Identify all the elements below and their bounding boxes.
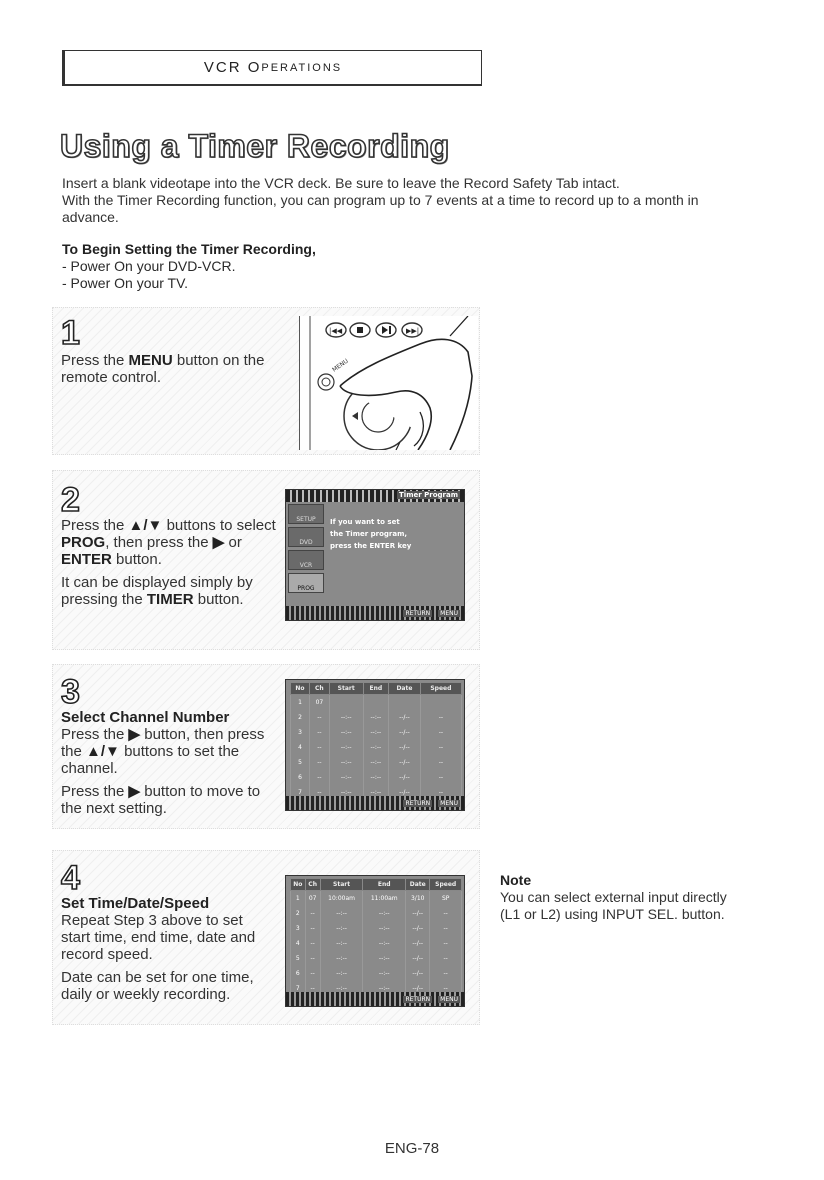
channel-table-screen [285, 679, 465, 811]
menu-item-vcr[interactable]: VCR [288, 550, 324, 570]
table-cell: --:-- [363, 770, 389, 785]
table-cell: -- [430, 921, 462, 936]
table-cell: --:-- [363, 755, 389, 770]
timer-table [290, 878, 462, 996]
table-cell: --:-- [363, 936, 406, 951]
step-2-panel [52, 470, 480, 650]
table-cell: --/-- [406, 936, 430, 951]
step-4-paragraph-1: Repeat Step 3 above to set start time, end time, date and record speed. [61, 912, 256, 963]
return-hint: RETURN [405, 799, 431, 807]
step-number: 1 [61, 314, 80, 352]
svg-text:MENU: MENU [331, 357, 350, 374]
table-row [291, 740, 462, 755]
table-row [291, 755, 462, 770]
right-arrow-icon: ▶ [128, 783, 141, 800]
screen-title: Timer Program [399, 491, 458, 499]
table-cell: 07 [305, 891, 320, 907]
table-cell: --/-- [406, 981, 430, 996]
table-cell: -- [430, 981, 462, 996]
table-cell: -- [309, 740, 329, 755]
note-heading: Note [500, 872, 532, 888]
table-cell: --/-- [389, 785, 421, 800]
timer-label: TIMER [146, 591, 194, 608]
table-cell: --/-- [406, 906, 430, 921]
table-cell: -- [430, 951, 462, 966]
text-fragment: button on the remote control. [61, 352, 265, 386]
table-header-cell: No [291, 879, 306, 891]
section-header-rest: PERATIONS [261, 61, 343, 74]
step-1-text [61, 352, 276, 386]
table-cell: -- [309, 770, 329, 785]
text-fragment: Press the [61, 517, 129, 534]
step-number: 2 [61, 481, 80, 519]
table-cell: -- [420, 710, 461, 725]
table-cell: --:-- [320, 921, 363, 936]
table-cell: --/-- [389, 770, 421, 785]
text-fragment: button. [111, 551, 162, 568]
table-cell: --:-- [320, 936, 363, 951]
table-cell [329, 695, 363, 711]
menu-key-label: MENU [128, 352, 173, 369]
screen-footer [286, 796, 464, 810]
menu-hint: MENU [440, 609, 458, 617]
table-cell: SP [430, 891, 462, 907]
table-cell: 1 [291, 891, 306, 907]
return-hint: RETURN [405, 995, 431, 1003]
table-cell: -- [305, 921, 320, 936]
table-header-cell: No [291, 683, 310, 695]
step-number: 4 [61, 859, 80, 897]
page-number: ENG-78 [384, 1140, 440, 1157]
table-cell: -- [305, 906, 320, 921]
step-3-panel [52, 664, 480, 829]
text-fragment: Press the [61, 726, 129, 743]
step-4-heading: Set Time/Date/Speed [61, 895, 210, 912]
step-2-paragraph-1 [61, 517, 276, 568]
table-row [291, 966, 462, 981]
return-hint: RETURN [405, 609, 431, 617]
step-number: 3 [61, 673, 80, 711]
table-header-cell: Start [329, 683, 363, 695]
table-cell: 4 [291, 740, 310, 755]
enter-label: ENTER [61, 551, 112, 568]
table-cell: --:-- [363, 740, 389, 755]
begin-list [62, 258, 235, 292]
remote-hand-illustration [299, 316, 478, 450]
intro-text [62, 175, 752, 226]
table-header-cell: Ch [309, 683, 329, 695]
table-cell: --:-- [329, 785, 363, 800]
table-cell: --:-- [363, 966, 406, 981]
table-cell: 5 [291, 951, 306, 966]
table-header-cell: Start [320, 879, 363, 891]
table-cell: --:-- [363, 951, 406, 966]
table-cell: --/-- [406, 951, 430, 966]
section-header [62, 50, 482, 86]
table-cell: -- [420, 755, 461, 770]
table-cell: --/-- [389, 755, 421, 770]
svg-text:▶▶|: ▶▶| [406, 327, 420, 335]
table-header-cell: Speed [420, 683, 461, 695]
table-cell: 2 [291, 710, 310, 725]
table-cell: -- [430, 906, 462, 921]
time-date-speed-screen [285, 875, 465, 1007]
text-fragment: button. [193, 591, 244, 608]
table-cell: 1 [291, 695, 310, 711]
table-row [291, 770, 462, 785]
table-cell: -- [309, 710, 329, 725]
message-line: press the ENTER key [330, 542, 412, 550]
table-row [291, 725, 462, 740]
table-cell: -- [420, 785, 461, 800]
table-cell: -- [305, 966, 320, 981]
text-fragment: It can be displayed simply by pressing the [61, 574, 253, 608]
table-cell: -- [305, 951, 320, 966]
step-3-paragraph-2 [61, 783, 276, 817]
table-cell: --:-- [320, 981, 363, 996]
begin-item: - Power On your TV. [62, 275, 189, 291]
step-1-panel [52, 307, 480, 455]
table-cell: 3/10 [406, 891, 430, 907]
up-down-arrows: ▲/▼ [128, 517, 163, 534]
table-cell: --:-- [329, 755, 363, 770]
table-cell: 07 [309, 695, 329, 711]
table-cell: --:-- [320, 906, 363, 921]
table-row [291, 936, 462, 951]
table-cell: --/-- [389, 710, 421, 725]
step-4-text [61, 895, 276, 1009]
right-arrow-icon: ▶ [128, 726, 141, 743]
menu-item-dvd[interactable]: DVD [288, 527, 324, 547]
table-cell: 10:00am [320, 891, 363, 907]
table-cell: --:-- [363, 725, 389, 740]
timer-program-menu-screen [285, 489, 465, 621]
table-cell: -- [430, 936, 462, 951]
table-cell: 11:00am [363, 891, 406, 907]
table-cell: -- [309, 755, 329, 770]
table-cell: --/-- [406, 966, 430, 981]
table-cell: --:-- [363, 710, 389, 725]
text-fragment: buttons to set the channel. [61, 743, 240, 777]
table-cell: -- [305, 936, 320, 951]
note-text: You can select external input directly (L1 or L2) using INPUT SEL. button. [500, 889, 727, 922]
table-header-cell: Speed [430, 879, 462, 891]
table-cell: -- [309, 785, 329, 800]
table-cell: --/-- [389, 740, 421, 755]
step-3-heading: Select Channel Number [61, 709, 230, 726]
table-cell [363, 695, 389, 711]
table-header-cell: Date [406, 879, 430, 891]
table-cell: -- [305, 981, 320, 996]
table-cell: 2 [291, 906, 306, 921]
table-cell: --:-- [329, 770, 363, 785]
table-cell: -- [420, 740, 461, 755]
screen-title-bar [286, 490, 464, 502]
page-title: Using a Timer Recording [60, 128, 450, 164]
step-3-paragraph-1 [61, 726, 276, 777]
text-fragment: or [224, 534, 242, 551]
up-down-arrows: ▲/▼ [86, 743, 120, 760]
step-2-paragraph-2 [61, 574, 276, 608]
table-cell: -- [309, 725, 329, 740]
table-row [291, 951, 462, 966]
menu-message [330, 516, 411, 552]
table-cell: 5 [291, 755, 310, 770]
table-cell: -- [420, 770, 461, 785]
screen-footer [286, 992, 464, 1006]
text-fragment: button to move to the next setting. [61, 783, 261, 817]
begin-item: - Power On your DVD-VCR. [62, 258, 236, 274]
menu-hint: MENU [440, 995, 458, 1003]
table-cell: --:-- [320, 951, 363, 966]
table-header-cell: Ch [305, 879, 320, 891]
table-cell: 3 [291, 921, 306, 936]
table-cell: 4 [291, 936, 306, 951]
table-cell: 6 [291, 770, 310, 785]
table-row [291, 695, 462, 711]
table-cell: -- [420, 725, 461, 740]
intro-line-2: With the Timer Recording function, you can program up to 7 events at a time to record up to a month in advance. [62, 192, 699, 225]
table-cell: -- [430, 966, 462, 981]
menu-item-prog[interactable]: PROG [288, 573, 324, 593]
table-cell: 7 [291, 981, 306, 996]
step-4-paragraph-2: Date can be set for one time, daily or weekly recording. [61, 969, 254, 1003]
text-fragment: , then press the [105, 534, 213, 551]
table-cell: --:-- [363, 906, 406, 921]
table-cell: --:-- [320, 966, 363, 981]
table-header-cell: End [363, 879, 406, 891]
menu-hint: MENU [440, 799, 458, 807]
table-cell [420, 695, 461, 711]
message-line: If you want to set [330, 518, 400, 526]
menu-sidebar [288, 504, 324, 604]
table-row [291, 891, 462, 907]
table-cell: 7 [291, 785, 310, 800]
table-cell [389, 695, 421, 711]
table-row [291, 710, 462, 725]
table-cell: 6 [291, 966, 306, 981]
table-cell: --:-- [363, 785, 389, 800]
svg-text:|◀◀: |◀◀ [329, 327, 343, 335]
text-fragment: button, then press the [61, 726, 265, 760]
table-cell: --:-- [329, 740, 363, 755]
table-cell: --:-- [363, 981, 406, 996]
table-row [291, 906, 462, 921]
section-header-cap: O [247, 59, 262, 76]
text-fragment: Press the [61, 352, 129, 369]
begin-heading: To Begin Setting the Timer Recording, [62, 241, 316, 257]
menu-item-setup[interactable]: SETUP [288, 504, 324, 524]
text-fragment: Press the [61, 783, 129, 800]
table-cell: --/-- [389, 725, 421, 740]
table-cell: --:-- [363, 921, 406, 936]
table-cell: --/-- [406, 921, 430, 936]
section-header-first: VCR [203, 59, 242, 76]
table-header-cell: Date [389, 683, 421, 695]
text-fragment: buttons to select [162, 517, 276, 534]
table-cell: --:-- [329, 710, 363, 725]
step-4-panel [52, 850, 480, 1025]
remote-icon [300, 316, 478, 450]
prog-label: PROG [61, 534, 106, 551]
right-arrow-icon: ▶ [212, 534, 225, 551]
table-header-cell: End [363, 683, 389, 695]
intro-line-1: Insert a blank videotape into the VCR deck. Be sure to leave the Record Safety Tab intact. [62, 175, 620, 191]
step-3-text [61, 709, 276, 823]
timer-table [290, 682, 462, 800]
message-line: the Timer program, [330, 530, 408, 538]
screen-footer [286, 606, 464, 620]
step-2-text [61, 517, 276, 614]
table-cell: --:-- [329, 725, 363, 740]
table-row [291, 921, 462, 936]
table-cell: 3 [291, 725, 310, 740]
